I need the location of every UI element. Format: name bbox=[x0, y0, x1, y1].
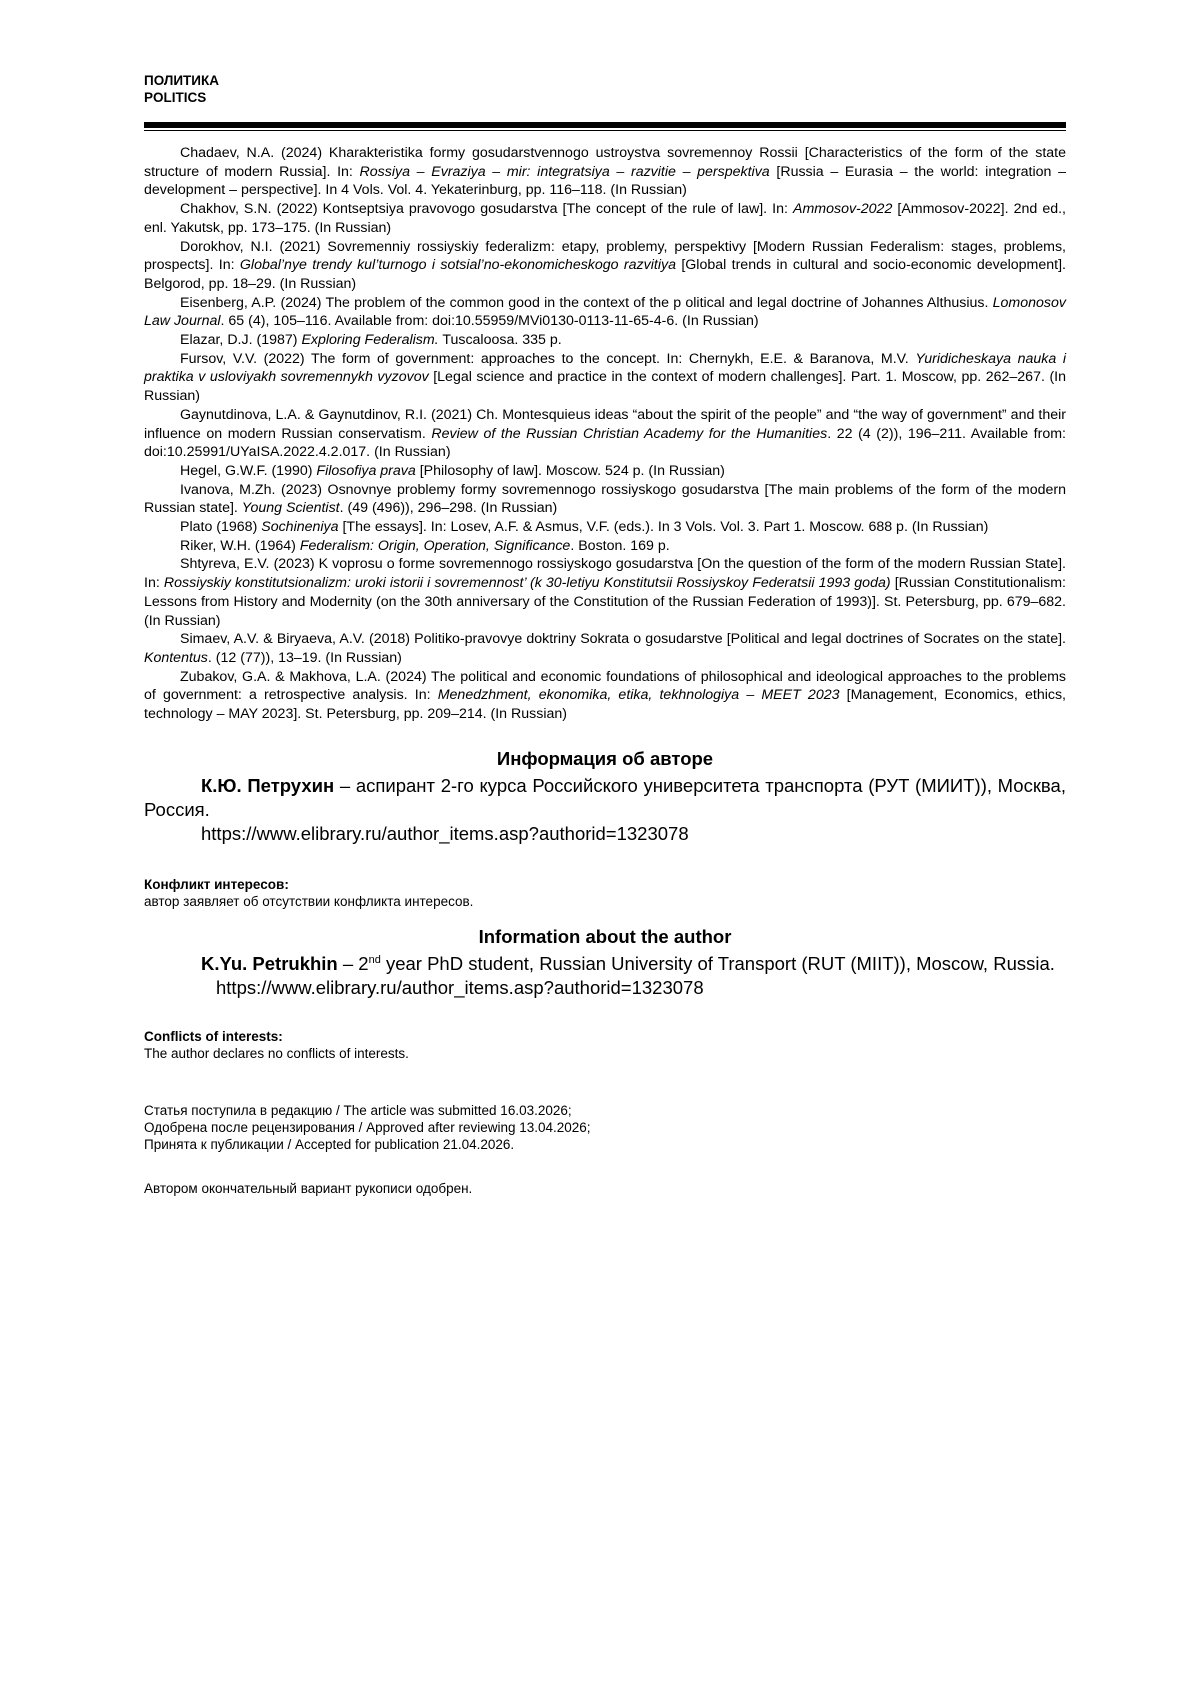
author-info-en bbox=[144, 926, 1066, 1062]
reference-item: Hegel, G.W.F. (1990) Filosofiya prava [Philosophy of law]. Moscow. 524 p. (In Russian) bbox=[180, 462, 725, 479]
reference-item: Dorokhov, N.I. (2021) Sovremenniy rossiyskiy federalizm: etapy, problemy, perspektivy [Modern Russian Federalism: stages, problems, prospects]. In: Global’nye trendy kul’turnogo i sotsial’no-ekonomicheskogo razvitiya [Global trends in cultural and socio-economic development]. Belgorod, pp. 18–29. (In Russian) bbox=[144, 238, 1066, 292]
reference-item: Riker, W.H. (1964) Federalism: Origin, Operation, Significance. Boston. 169 p. bbox=[180, 537, 670, 554]
reference-item: Zubakov, G.A. & Makhova, L.A. (2024) The political and economic foundations of philosophical and ideological approaches to the problems of government: a retrospective analysis. In: Menedzhment, ekonomika, etika, tekhnologiya – MEET 2023 [Management, Economics, ethics, technology – MAY 2023]. St. Petersburg, pp. 209–214. (In Russian) bbox=[144, 668, 1066, 723]
reference-item: Chadaev, N.A. (2024) Kharakteristika formy gosudarstvennogo ustroystva sovremennoy Rossii [Characteristics of the form of the state structure of modern Russia]. In: Rossiya – Evraziya – mir: integratsiya – razvitie – perspektiva [Russia – Eurasia – the world: integration – development – perspective]. In 4 Vols. Vol. 4. Yekaterinburg, pp. 116–118. (In Russian) bbox=[144, 145, 1066, 199]
reference-item: Gaynutdinova, L.A. & Gaynutdinov, R.I. (2021) Ch. Montesquieus ideas “about the spirit of the people” and “the way of government” and their influence on modern Russian conservatism. Review of the Russian Christian Academy for the Humanities. 22 (4 (2)), 196–211. Available from: doi:10.25991/UYaISA.2022.4.2.017. (In Russian) bbox=[144, 406, 1066, 461]
reference-item: Elazar, D.J. (1987) Exploring Federalism. Tuscaloosa. 335 p. bbox=[180, 332, 562, 349]
reference-item: Chakhov, S.N. (2022) Kontseptsiya pravovogo gosudarstva [The concept of the rule of law]. In: Ammosov-2022 [Ammosov-2022]. 2nd ed., enl. Yakutsk, pp. 173–175. (In Russian) bbox=[144, 201, 1066, 236]
author-link-en[interactable]: https://www.elibrary.ru/author_items.asp?authorid=1323078 bbox=[216, 977, 704, 998]
reference-list bbox=[144, 144, 1066, 724]
header-rule bbox=[144, 122, 1066, 128]
reference-item: Simaev, A.V. & Biryaeva, A.V. (2018) Politiko-pravovye doktriny Sokrata o gosudarstve [Political and legal doctrines of Socrates on the state]. Kontentus. (12 (77)), 13–19. (In Russian) bbox=[144, 631, 1066, 666]
conflict-heading-en: Conflicts of interests: bbox=[144, 1029, 283, 1044]
submission-dates bbox=[144, 1102, 1066, 1153]
reference-item: Plato (1968) Sochineniya [The essays]. In: Losev, A.F. & Asmus, V.F. (eds.). In 3 Vols. Vol. 3. Part 1. Moscow. 688 p. (In Russian) bbox=[180, 519, 989, 536]
reference-item: Fursov, V.V. (2022) The form of government: approaches to the concept. In: Chernykh, E.E. & Baranova, M.V. Yuridicheskaya nauka i praktika v usloviyakh sovremennykh vyzovov [Legal science and practice in the context of modern challenges]. Part. 1. Moscow, pp. 262–267. (In Russian) bbox=[144, 350, 1067, 405]
reference-item: Shtyreva, E.V. (2023) K voprosu o forme sovremennogo rossiyskogo gosudarstva [On the question of the form of the modern Russian State]. In: Rossiyskiy konstitutsionalizm: uroki istorii i sovremennost’ (k 30-letiyu Konstitutsii Rossiyskoy Federatsii 1993 goda) [Russian Constitutionalism: Lessons from History and Modernity (on the 30th anniversary of the Constitution of the Russian Federation of 1993)]. St. Petersburg, pp. 679–682. (In Russian) bbox=[144, 556, 1066, 629]
author-info-ru bbox=[144, 748, 1066, 910]
conflict-text-en: The author declares no conflicts of interests. bbox=[144, 1046, 409, 1061]
final-note bbox=[144, 1180, 1066, 1197]
author-name-en: K.Yu. Petrukhin bbox=[201, 953, 338, 974]
conflict-text-ru: автор заявляет об отсутствии конфликта интересов. bbox=[144, 894, 474, 909]
header-rule-thin bbox=[144, 130, 1066, 131]
date-submitted: Статья поступила в редакцию / The article was submitted 16.03.2026; bbox=[144, 1103, 572, 1118]
author-description-ru bbox=[144, 774, 1066, 822]
reference-item: Ivanova, M.Zh. (2023) Osnovnye problemy formy sovremennogo rossiyskogo gosudarstva [The main problems of the form of the modern Russian state]. Young Scientist. (49 (496)), 296–298. (In Russian) bbox=[144, 481, 1066, 517]
section-title-en: POLITICS bbox=[144, 90, 207, 105]
conflict-heading-ru: Конфликт интересов: bbox=[144, 877, 289, 892]
author-description-en: K.Yu. Petrukhin – 2nd year PhD student, Russian University of Transport (RUT (MIIT)), Moscow, Russia. bbox=[201, 953, 1055, 974]
running-head bbox=[144, 72, 219, 106]
final-note-text: Автором окончательный вариант рукописи одобрен. bbox=[144, 1181, 473, 1196]
author-affiliation-ru: – аспирант 2-го курса Российского университета транспорта (РУТ (МИИТ)), Москва, Россия. bbox=[144, 775, 1066, 820]
section-title-ru: ПОЛИТИКА bbox=[144, 73, 219, 88]
date-accepted: Принята к публикации / Accepted for publication 21.04.2026. bbox=[144, 1137, 515, 1152]
author-info-heading-en: Information about the author bbox=[478, 926, 732, 947]
author-name-ru: К.Ю. Петрухин bbox=[201, 775, 335, 796]
author-info-heading-ru: Информация об авторе bbox=[496, 748, 714, 769]
date-approved: Одобрена после рецензирования / Approved after reviewing 13.04.2026; bbox=[144, 1120, 591, 1135]
author-link-ru[interactable]: https://www.elibrary.ru/author_items.asp?authorid=1323078 bbox=[201, 823, 689, 844]
reference-item: Eisenberg, A.P. (2024) The problem of the common good in the context of the p olitical and legal doctrine of Johannes Althusius. Lomonosov Law Journal. 65 (4), 105–116. Available from: doi:10.55959/MVi0130-0113-11-65-4-6. (In Russian) bbox=[144, 294, 1066, 330]
